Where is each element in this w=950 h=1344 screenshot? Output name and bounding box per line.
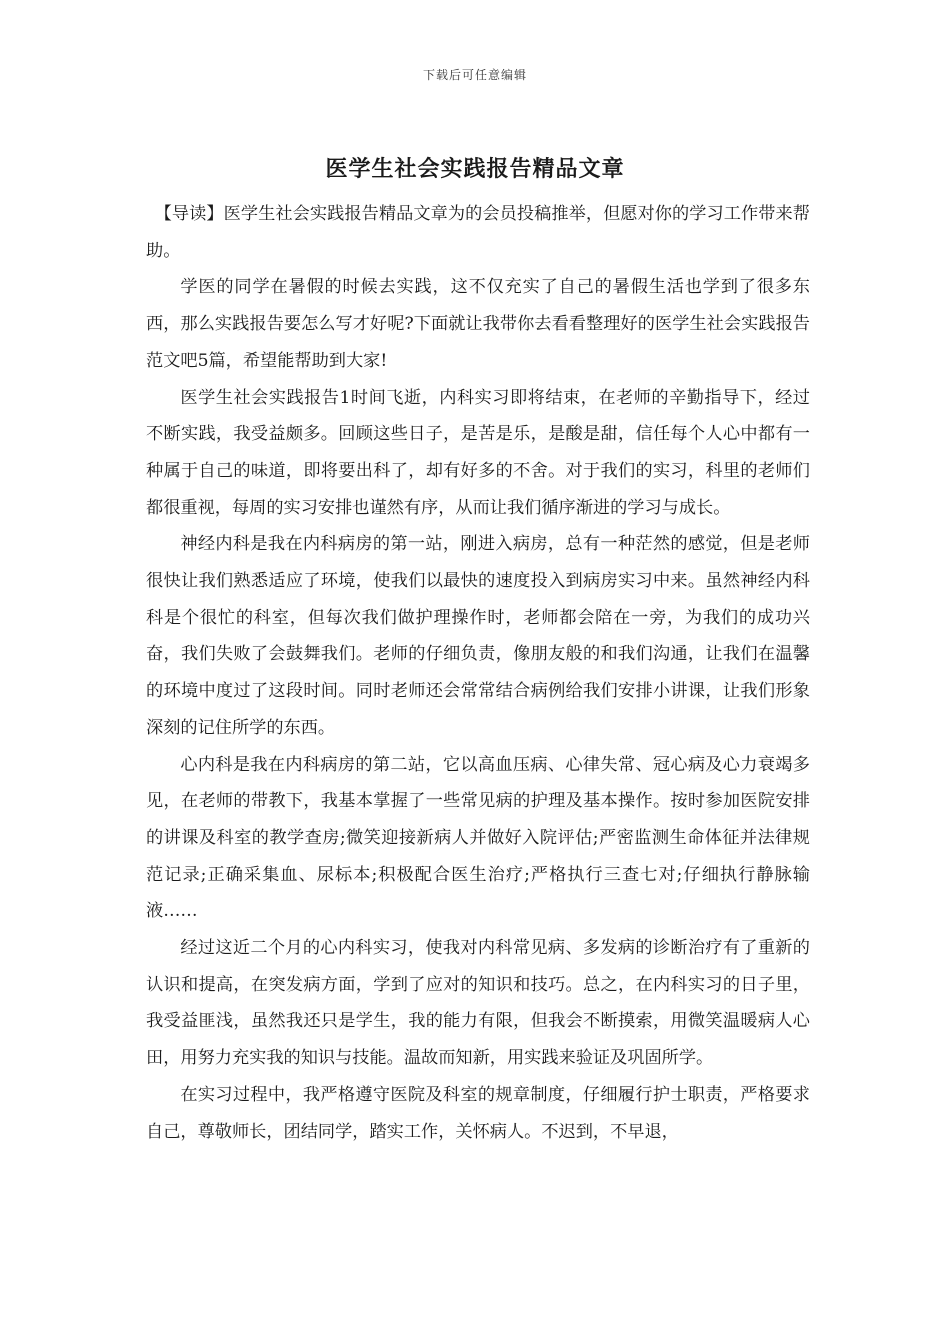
body-paragraph: 心内科是我在内科病房的第二站，它以高血压病、心律失常、冠心病及心力衰竭多见，在老师的带教下，我基本掌握了一些常见病的护理及基本操作。按时参加医院安排的讲课及科室的教学查房;微笑迎接新病人并做好入院评估;严密监测生命体征并法律规范记录;正确采集血、尿标本;积极配合医生治疗;严格执行三查七对;仔细执行静脉输液…… (146, 754, 810, 922)
document-body (146, 196, 810, 1150)
header-note: 下载后可任意编辑 (422, 68, 527, 82)
body-paragraph: 学医的同学在暑假的时候去实践，这不仅充实了自己的暑假生活也学到了很多东西，那么实践报告要怎么写才好呢?下面就让我带你去看看整理好的医学生社会实践报告范文吧5篇，希望能帮助到大家! (146, 277, 810, 371)
body-paragraph: 神经内科是我在内科病房的第一站，刚进入病房，总有一种茫然的感觉，但是老师很快让我们熟悉适应了环境，使我们以最快的速度投入到病房实习中来。虽然神经内科科是个很忙的科室，但每次我们做护理操作时，老师都会陪在一旁，为我们的成功兴奋，我们失败了会鼓舞我们。老师的仔细负责，像朋友般的和我们沟通，让我们在温馨的环境中度过了这段时间。同时老师还会常常结合病例给我们安排小讲课，让我们形象深刻的记住所学的东西。 (146, 534, 810, 738)
body-paragraph: 医学生社会实践报告1时间飞逝，内科实习即将结束，在老师的辛勤指导下，经过不断实践，我受益颇多。回顾这些日子，是苦是乐，是酸是甜，信任每个人心中都有一种属于自己的味道，即将要出科了，却有好多的不舍。对于我们的实习，科里的老师们都很重视，每周的实习安排也谨然有序，从而让我们循序渐进的学习与成长。 (146, 387, 810, 518)
body-paragraph: 经过这近二个月的心内科实习，使我对内科常见病、多发病的诊断治疗有了重新的认识和提高，在突发病方面，学到了应对的知识和技巧。总之，在内科实习的日子里，我受益匪浅，虽然我还只是学生，我的能力有限，但我会不断摸索，用微笑温暖病人心田，用努力充实我的知识与技能。温故而知新，用实践来验证及巩固所学。 (146, 938, 810, 1069)
body-paragraph: 在实习过程中，我严格遵守医院及科室的规章制度，仔细履行护士职责，严格要求自己，尊敬师长，团结同学，踏实工作，关怀病人。不迟到，不早退， (146, 1084, 810, 1142)
document-title: 医学生社会实践报告精品文章 (325, 156, 625, 182)
intro-paragraph: 【导读】医学生社会实践报告精品文章为的会员投稿推举，但愿对你的学习工作带来帮助。 (146, 204, 810, 261)
